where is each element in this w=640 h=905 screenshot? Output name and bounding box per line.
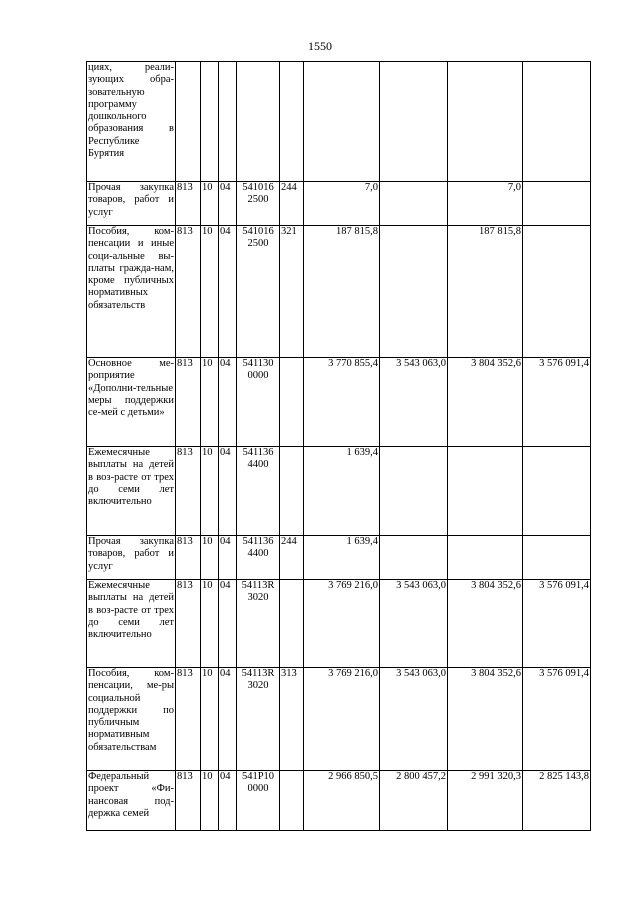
subsection-code-cell: 04 bbox=[219, 668, 237, 771]
amount-cell-3 bbox=[448, 447, 523, 536]
amount-cell-2 bbox=[380, 536, 448, 580]
section-code-cell: 10 bbox=[201, 182, 219, 226]
subsection-code-cell: 04 bbox=[219, 226, 237, 358]
amount-cell-3: 3 804 352,6 bbox=[448, 358, 523, 447]
amount-cell-1: 1 639,4 bbox=[304, 536, 380, 580]
amount-cell-4: 2 825 143,8 bbox=[523, 771, 591, 831]
row-name-cell: Ежемесячные выплаты на детей в воз-расте от трех до семи лет включительно bbox=[87, 580, 176, 668]
amount-cell-4: 3 576 091,4 bbox=[523, 668, 591, 771]
budget-table bbox=[86, 61, 591, 831]
ministry-code-cell: 813 bbox=[176, 771, 201, 831]
ministry-code-cell: 813 bbox=[176, 536, 201, 580]
row-name-cell: Прочая закупка товаров, работ и услуг bbox=[87, 536, 176, 580]
amount-cell-4 bbox=[523, 182, 591, 226]
amount-cell-1: 7,0 bbox=[304, 182, 380, 226]
amount-cell-2: 3 543 063,0 bbox=[380, 580, 448, 668]
subsection-code-cell: 04 bbox=[219, 182, 237, 226]
amount-cell-1 bbox=[304, 62, 380, 182]
ministry-code-cell: 813 bbox=[176, 447, 201, 536]
ministry-code-cell: 813 bbox=[176, 182, 201, 226]
amount-cell-4 bbox=[523, 536, 591, 580]
expense-type-cell bbox=[280, 447, 304, 536]
expense-type-cell bbox=[280, 771, 304, 831]
amount-cell-4 bbox=[523, 62, 591, 182]
ministry-code-cell: 813 bbox=[176, 580, 201, 668]
amount-cell-3: 3 804 352,6 bbox=[448, 580, 523, 668]
ministry-code-cell: 813 bbox=[176, 668, 201, 771]
amount-cell-4 bbox=[523, 447, 591, 536]
section-code-cell: 10 bbox=[201, 668, 219, 771]
target-article-cell: 541P10 0000 bbox=[237, 771, 280, 831]
subsection-code-cell: 04 bbox=[219, 447, 237, 536]
row-name-cell: Пособия, ком-пенсации и иные соци-альные вы-платы гражда-нам, кроме публичных нормативных обязательств bbox=[87, 226, 176, 358]
row-name-cell: циях, реали-зующих обра-зовательную программу дошкольного образования в Республике Бурятия bbox=[87, 62, 176, 182]
subsection-code-cell bbox=[219, 62, 237, 182]
table-row bbox=[87, 226, 591, 358]
amount-cell-3: 7,0 bbox=[448, 182, 523, 226]
expense-type-cell: 321 bbox=[280, 226, 304, 358]
target-article-cell: 541136 4400 bbox=[237, 536, 280, 580]
table-row bbox=[87, 182, 591, 226]
table-row bbox=[87, 580, 591, 668]
ministry-code-cell: 813 bbox=[176, 358, 201, 447]
amount-cell-3: 187 815,8 bbox=[448, 226, 523, 358]
table-row bbox=[87, 447, 591, 536]
target-article-cell: 54113R 3020 bbox=[237, 580, 280, 668]
amount-cell-4: 3 576 091,4 bbox=[523, 580, 591, 668]
subsection-code-cell: 04 bbox=[219, 771, 237, 831]
amount-cell-1: 3 770 855,4 bbox=[304, 358, 380, 447]
amount-cell-2 bbox=[380, 226, 448, 358]
section-code-cell: 10 bbox=[201, 226, 219, 358]
amount-cell-2 bbox=[380, 182, 448, 226]
row-name-cell: Прочая закупка товаров, работ и услуг bbox=[87, 182, 176, 226]
expense-type-cell: 244 bbox=[280, 536, 304, 580]
subsection-code-cell: 04 bbox=[219, 536, 237, 580]
amount-cell-3 bbox=[448, 62, 523, 182]
amount-cell-1: 3 769 216,0 bbox=[304, 668, 380, 771]
amount-cell-3: 3 804 352,6 bbox=[448, 668, 523, 771]
target-article-cell: 541130 0000 bbox=[237, 358, 280, 447]
subsection-code-cell: 04 bbox=[219, 358, 237, 447]
table-row bbox=[87, 771, 591, 831]
section-code-cell: 10 bbox=[201, 536, 219, 580]
section-code-cell: 10 bbox=[201, 771, 219, 831]
amount-cell-1: 187 815,8 bbox=[304, 226, 380, 358]
amount-cell-2 bbox=[380, 447, 448, 536]
expense-type-cell bbox=[280, 580, 304, 668]
ministry-code-cell: 813 bbox=[176, 226, 201, 358]
amount-cell-4 bbox=[523, 226, 591, 358]
amount-cell-3 bbox=[448, 536, 523, 580]
amount-cell-4: 3 576 091,4 bbox=[523, 358, 591, 447]
amount-cell-1: 2 966 850,5 bbox=[304, 771, 380, 831]
amount-cell-2: 3 543 063,0 bbox=[380, 358, 448, 447]
amount-cell-2 bbox=[380, 62, 448, 182]
section-code-cell bbox=[201, 62, 219, 182]
expense-type-cell: 244 bbox=[280, 182, 304, 226]
target-article-cell: 541016 2500 bbox=[237, 226, 280, 358]
table-row bbox=[87, 62, 591, 182]
amount-cell-3: 2 991 320,3 bbox=[448, 771, 523, 831]
row-name-cell: Основное ме-роприятие «Дополни-тельные меры поддержки се-мей с детьми» bbox=[87, 358, 176, 447]
amount-cell-1: 3 769 216,0 bbox=[304, 580, 380, 668]
target-article-cell: 541016 2500 bbox=[237, 182, 280, 226]
section-code-cell: 10 bbox=[201, 580, 219, 668]
amount-cell-2: 3 543 063,0 bbox=[380, 668, 448, 771]
target-article-cell bbox=[237, 62, 280, 182]
table-row bbox=[87, 536, 591, 580]
subsection-code-cell: 04 bbox=[219, 580, 237, 668]
row-name-cell: Пособия, ком-пенсации, ме-ры социальной поддержки по публичным нормативным обязательствам bbox=[87, 668, 176, 771]
table-row bbox=[87, 668, 591, 771]
row-name-cell: Федеральный проект «Фи-нансовая под-держка семей bbox=[87, 771, 176, 831]
page-number: 1550 bbox=[308, 39, 332, 53]
row-name-cell: Ежемесячные выплаты на детей в воз-расте от трех до семи лет включительно bbox=[87, 447, 176, 536]
ministry-code-cell bbox=[176, 62, 201, 182]
expense-type-cell: 313 bbox=[280, 668, 304, 771]
section-code-cell: 10 bbox=[201, 358, 219, 447]
expense-type-cell bbox=[280, 62, 304, 182]
amount-cell-2: 2 800 457,2 bbox=[380, 771, 448, 831]
target-article-cell: 54113R 3020 bbox=[237, 668, 280, 771]
expense-type-cell bbox=[280, 358, 304, 447]
amount-cell-1: 1 639,4 bbox=[304, 447, 380, 536]
section-code-cell: 10 bbox=[201, 447, 219, 536]
target-article-cell: 541136 4400 bbox=[237, 447, 280, 536]
table-row bbox=[87, 358, 591, 447]
